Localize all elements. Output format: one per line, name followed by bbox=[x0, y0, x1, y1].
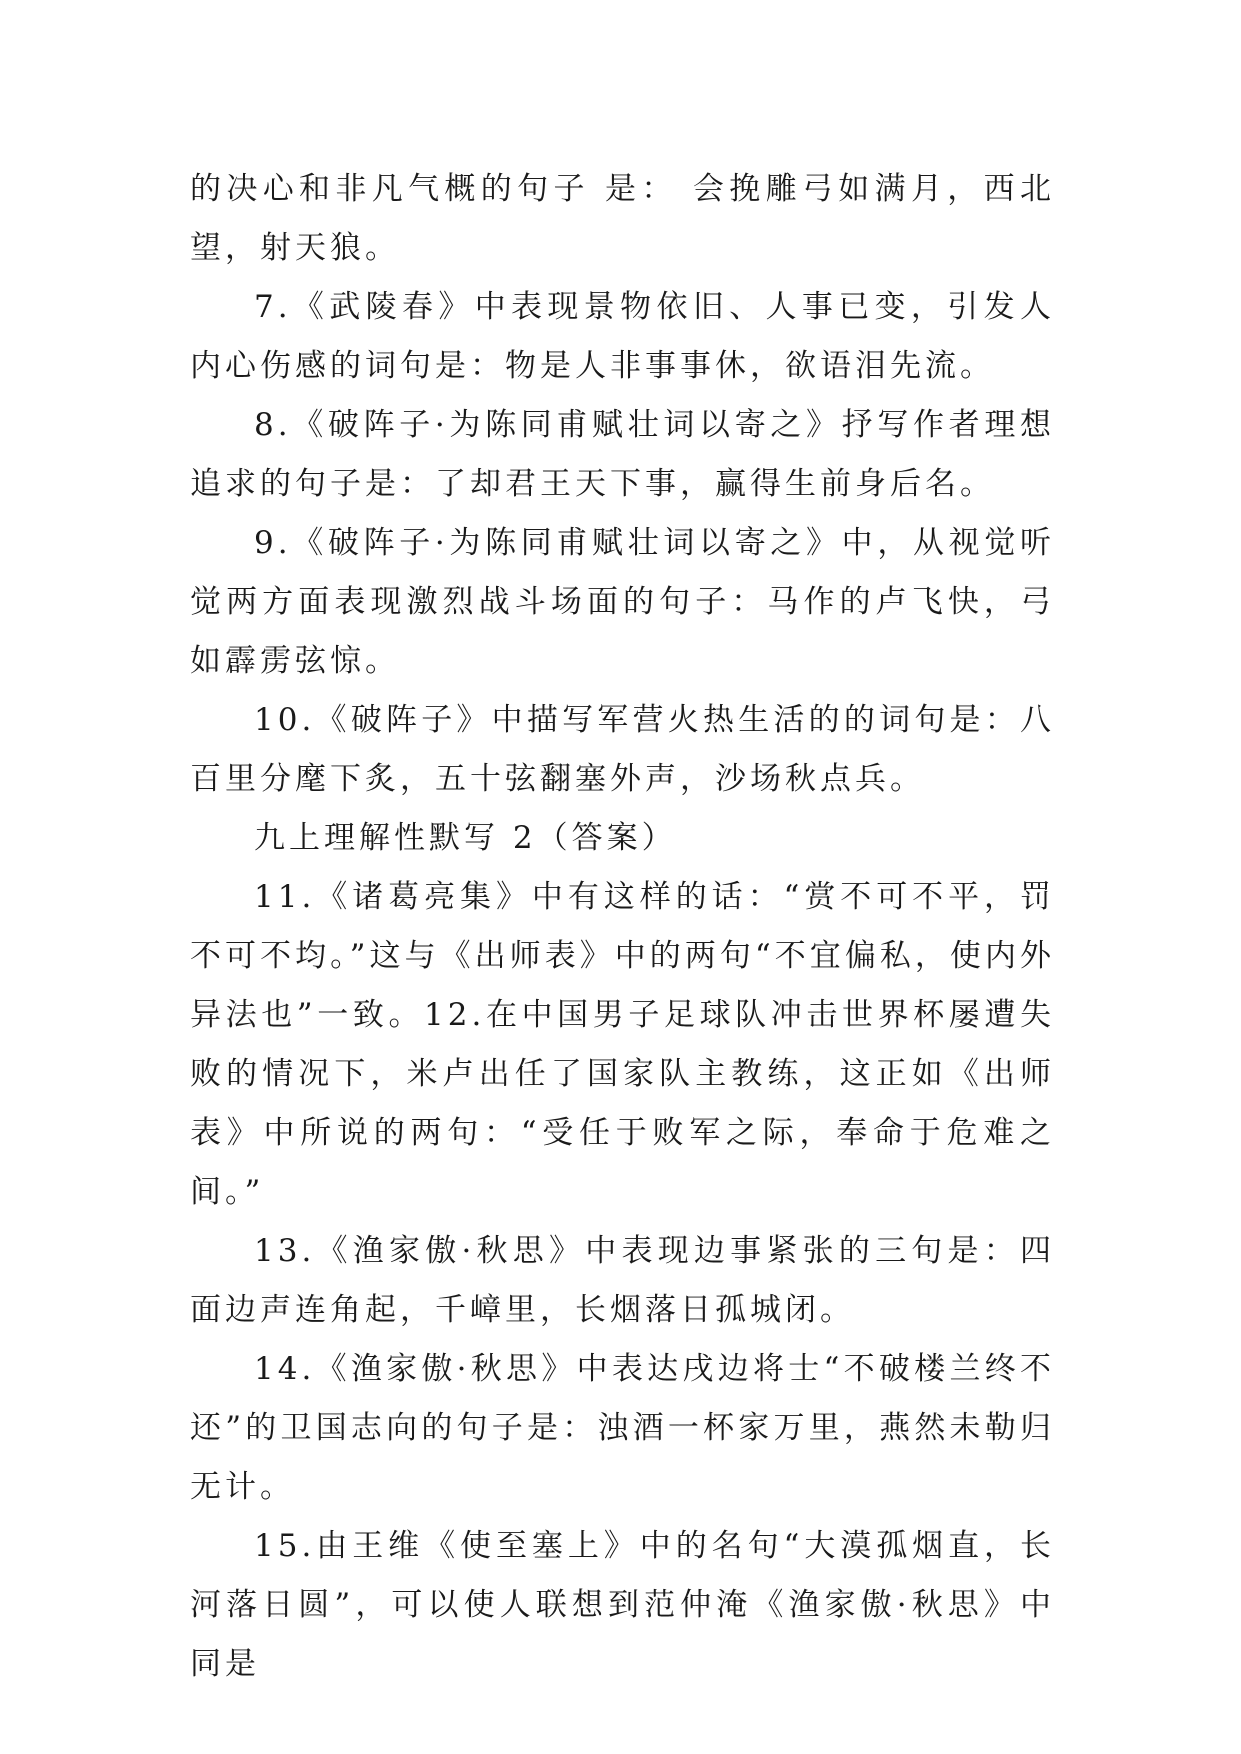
section-heading: 九上理解性默写 2（答案） bbox=[254, 820, 677, 856]
paragraph-item-7: 7.《武陵春》中表现景物依旧、人事已变，引发人内心伤感的词句是：物是人非事事休，欲语泪先流。 bbox=[190, 289, 1055, 384]
paragraph-item-14: 14.《渔家傲·秋思》中表达戌边将士“不破楼兰终不还”的卫国志向的句子是：浊酒一杯家万里，燕然未勒归无计。 bbox=[190, 1351, 1055, 1505]
paragraph-item-9: 9.《破阵子·为陈同甫赋壮词以寄之》中，从视觉听觉两方面表现激烈战斗场面的句子：马作的卢飞快，弓如霹雳弦惊。 bbox=[190, 525, 1055, 679]
paragraph-continuation: 的决心和非凡气概的句子 是： 会挽雕弓如满月，西北望，射天狼。 bbox=[190, 171, 1055, 266]
document-page bbox=[190, 160, 1055, 1694]
paragraph-item-15: 15.由王维《使至塞上》中的名句“大漠孤烟直，长河落日圆”，可以使人联想到范仲淹《渔家傲·秋思》中同是 bbox=[190, 1528, 1055, 1682]
paragraph-item-11-12: 11.《诸葛亮集》中有这样的话：“赏不可不平，罚不可不均。”这与《出师表》中的两句“不宜偏私，使内外异法也”一致。12.在中国男子足球队冲击世界杯屡遭失败的情况下，米卢出任了国家队主教练，这正如《出师表》中所说的两句：“受任于败军之际，奉命于危难之间。” bbox=[190, 879, 1055, 1210]
paragraph-item-8: 8.《破阵子·为陈同甫赋壮词以寄之》抒写作者理想追求的句子是：了却君王天下事，赢得生前身后名。 bbox=[190, 407, 1055, 502]
paragraph-item-13: 13.《渔家傲·秋思》中表现边事紧张的三句是：四面边声连角起，千嶂里，长烟落日孤城闭。 bbox=[190, 1233, 1055, 1328]
paragraph-item-10: 10.《破阵子》中描写军营火热生活的的词句是：八百里分麾下炙，五十弦翻塞外声，沙场秋点兵。 bbox=[190, 702, 1055, 797]
